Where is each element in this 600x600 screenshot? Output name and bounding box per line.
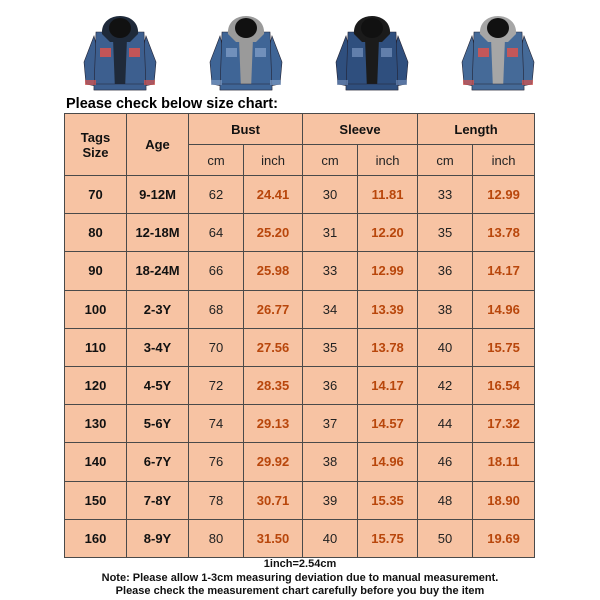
tags-size-header xyxy=(65,114,127,176)
jacket-hem xyxy=(220,84,272,90)
length-inch-cell: 16.54 xyxy=(473,366,535,404)
bust-header: Bust xyxy=(189,114,303,145)
age-cell: 18-24M xyxy=(127,252,189,290)
length-cm-header: cm xyxy=(418,145,473,176)
jacket-grey-hood-image xyxy=(206,2,286,96)
length-cm-cell: 35 xyxy=(418,214,473,252)
jacket-hood-opening xyxy=(361,18,383,38)
bust-inch-cell: 30.71 xyxy=(244,481,303,519)
jacket-left-cuff xyxy=(337,80,348,85)
length-cm-cell: 48 xyxy=(418,481,473,519)
sleeve-cm-cell: 36 xyxy=(303,366,358,404)
tag-size-cell: 120 xyxy=(65,366,127,404)
sleeve-cm-header: cm xyxy=(303,145,358,176)
length-header: Length xyxy=(418,114,535,145)
jacket-right-pocket xyxy=(255,48,266,57)
tag-size-cell: 80 xyxy=(65,214,127,252)
bust-inch-header: inch xyxy=(244,145,303,176)
age-cell: 4-5Y xyxy=(127,366,189,404)
jacket-right-pocket xyxy=(129,48,140,57)
age-cell: 9-12M xyxy=(127,176,189,214)
size-row xyxy=(65,176,535,214)
conversion-note: 1inch=2.54cm xyxy=(263,558,337,570)
age-cell: 12-18M xyxy=(127,214,189,252)
size-row xyxy=(65,443,535,481)
jacket-right-cuff xyxy=(522,80,533,85)
age-cell: 6-7Y xyxy=(127,443,189,481)
bust-cm-cell: 76 xyxy=(189,443,244,481)
sleeve-cm-cell: 31 xyxy=(303,214,358,252)
length-cm-cell: 42 xyxy=(418,366,473,404)
bust-cm-cell: 80 xyxy=(189,519,244,557)
jacket-navy-hood-floral-image xyxy=(80,2,160,96)
sleeve-inch-cell: 13.39 xyxy=(358,290,418,328)
sleeve-inch-cell: 11.81 xyxy=(358,176,418,214)
jacket-hood-opening xyxy=(109,18,131,38)
bust-inch-cell: 29.13 xyxy=(244,405,303,443)
length-inch-cell: 18.90 xyxy=(473,481,535,519)
length-inch-cell: 12.99 xyxy=(473,176,535,214)
sleeve-cm-cell: 34 xyxy=(303,290,358,328)
size-row xyxy=(65,252,535,290)
length-cm-cell: 33 xyxy=(418,176,473,214)
length-cm-cell: 50 xyxy=(418,519,473,557)
bust-cm-header: cm xyxy=(189,145,244,176)
tags-size-header-line2: Size xyxy=(82,144,109,160)
bust-inch-cell: 27.56 xyxy=(244,328,303,366)
length-cm-cell: 38 xyxy=(418,290,473,328)
jacket-right-pocket xyxy=(507,48,518,57)
sleeve-cm-cell: 40 xyxy=(303,519,358,557)
bust-inch-cell: 25.98 xyxy=(244,252,303,290)
header-row-top xyxy=(65,114,535,145)
size-chart-heading: Please check below size chart: xyxy=(66,96,278,112)
length-inch-cell: 13.78 xyxy=(473,214,535,252)
jacket-left-pocket xyxy=(100,48,111,57)
size-chart-body xyxy=(65,176,535,558)
jacket-left-pocket xyxy=(226,48,237,57)
jacket-hood-opening xyxy=(235,18,257,38)
sleeve-inch-cell: 14.96 xyxy=(358,443,418,481)
jacket-right-cuff xyxy=(396,80,407,85)
jacket-inner-layer xyxy=(491,38,505,90)
bust-cm-cell: 66 xyxy=(189,252,244,290)
bust-inch-cell: 29.92 xyxy=(244,443,303,481)
size-row xyxy=(65,328,535,366)
length-cm-cell: 36 xyxy=(418,252,473,290)
notes-block xyxy=(0,558,600,599)
length-cm-cell: 44 xyxy=(418,405,473,443)
bust-cm-cell: 74 xyxy=(189,405,244,443)
tag-size-cell: 160 xyxy=(65,519,127,557)
sleeve-cm-cell: 38 xyxy=(303,443,358,481)
length-inch-cell: 17.32 xyxy=(473,405,535,443)
sleeve-cm-cell: 35 xyxy=(303,328,358,366)
bust-inch-cell: 25.20 xyxy=(244,214,303,252)
size-row xyxy=(65,366,535,404)
sleeve-inch-header: inch xyxy=(358,145,418,176)
age-cell: 7-8Y xyxy=(127,481,189,519)
bust-cm-cell: 62 xyxy=(189,176,244,214)
jacket-hood-opening xyxy=(487,18,509,38)
sleeve-inch-cell: 15.75 xyxy=(358,519,418,557)
jacket-grey-hood-floral-image xyxy=(458,2,538,96)
bust-cm-cell: 64 xyxy=(189,214,244,252)
size-row xyxy=(65,290,535,328)
jacket-right-cuff xyxy=(270,80,281,85)
tag-size-cell: 110 xyxy=(65,328,127,366)
size-row xyxy=(65,481,535,519)
product-image-row xyxy=(0,0,600,98)
jacket-left-pocket xyxy=(478,48,489,57)
tag-size-cell: 130 xyxy=(65,405,127,443)
sleeve-inch-cell: 12.20 xyxy=(358,214,418,252)
size-chart-table xyxy=(64,113,535,558)
advice-note: Please check the measurement chart carefully before you buy the item xyxy=(115,585,485,597)
bust-inch-cell: 28.35 xyxy=(244,366,303,404)
jacket-inner-layer xyxy=(113,38,127,90)
jacket-left-cuff xyxy=(211,80,222,85)
sleeve-cm-cell: 39 xyxy=(303,481,358,519)
jacket-right-cuff xyxy=(144,80,155,85)
jacket-black-hood-image xyxy=(332,2,412,96)
length-cm-cell: 40 xyxy=(418,328,473,366)
jacket-left-pocket xyxy=(352,48,363,57)
bust-cm-cell: 78 xyxy=(189,481,244,519)
tag-size-cell: 100 xyxy=(65,290,127,328)
sleeve-cm-cell: 37 xyxy=(303,405,358,443)
length-inch-cell: 14.96 xyxy=(473,290,535,328)
jacket-inner-layer xyxy=(239,38,253,90)
tag-size-cell: 70 xyxy=(65,176,127,214)
size-row xyxy=(65,214,535,252)
age-cell: 8-9Y xyxy=(127,519,189,557)
age-cell: 2-3Y xyxy=(127,290,189,328)
bust-inch-cell: 26.77 xyxy=(244,290,303,328)
sleeve-cm-cell: 30 xyxy=(303,176,358,214)
jacket-left-cuff xyxy=(463,80,474,85)
age-cell: 5-6Y xyxy=(127,405,189,443)
sleeve-inch-cell: 15.35 xyxy=(358,481,418,519)
bust-inch-cell: 24.41 xyxy=(244,176,303,214)
jacket-hem xyxy=(472,84,524,90)
jacket-hem xyxy=(346,84,398,90)
jacket-hem xyxy=(94,84,146,90)
size-row xyxy=(65,519,535,557)
age-header: Age xyxy=(127,114,189,176)
sleeve-inch-cell: 14.57 xyxy=(358,405,418,443)
age-cell: 3-4Y xyxy=(127,328,189,366)
deviation-note: Note: Please allow 1-3cm measuring deviation due to manual measurement. xyxy=(101,571,499,584)
length-inch-cell: 14.17 xyxy=(473,252,535,290)
tag-size-cell: 150 xyxy=(65,481,127,519)
length-inch-header: inch xyxy=(473,145,535,176)
sleeve-inch-cell: 12.99 xyxy=(358,252,418,290)
length-inch-cell: 15.75 xyxy=(473,328,535,366)
bust-cm-cell: 68 xyxy=(189,290,244,328)
tag-size-cell: 90 xyxy=(65,252,127,290)
bust-cm-cell: 70 xyxy=(189,328,244,366)
sleeve-inch-cell: 14.17 xyxy=(358,366,418,404)
length-inch-cell: 18.11 xyxy=(473,443,535,481)
tags-size-header-line1: Tags xyxy=(80,129,111,145)
sleeve-cm-cell: 33 xyxy=(303,252,358,290)
length-cm-cell: 46 xyxy=(418,443,473,481)
bust-cm-cell: 72 xyxy=(189,366,244,404)
sleeve-header: Sleeve xyxy=(303,114,418,145)
bust-inch-cell: 31.50 xyxy=(244,519,303,557)
sleeve-inch-cell: 13.78 xyxy=(358,328,418,366)
jacket-right-pocket xyxy=(381,48,392,57)
tag-size-cell: 140 xyxy=(65,443,127,481)
size-row xyxy=(65,405,535,443)
jacket-left-cuff xyxy=(85,80,96,85)
jacket-inner-layer xyxy=(365,38,379,90)
length-inch-cell: 19.69 xyxy=(473,519,535,557)
